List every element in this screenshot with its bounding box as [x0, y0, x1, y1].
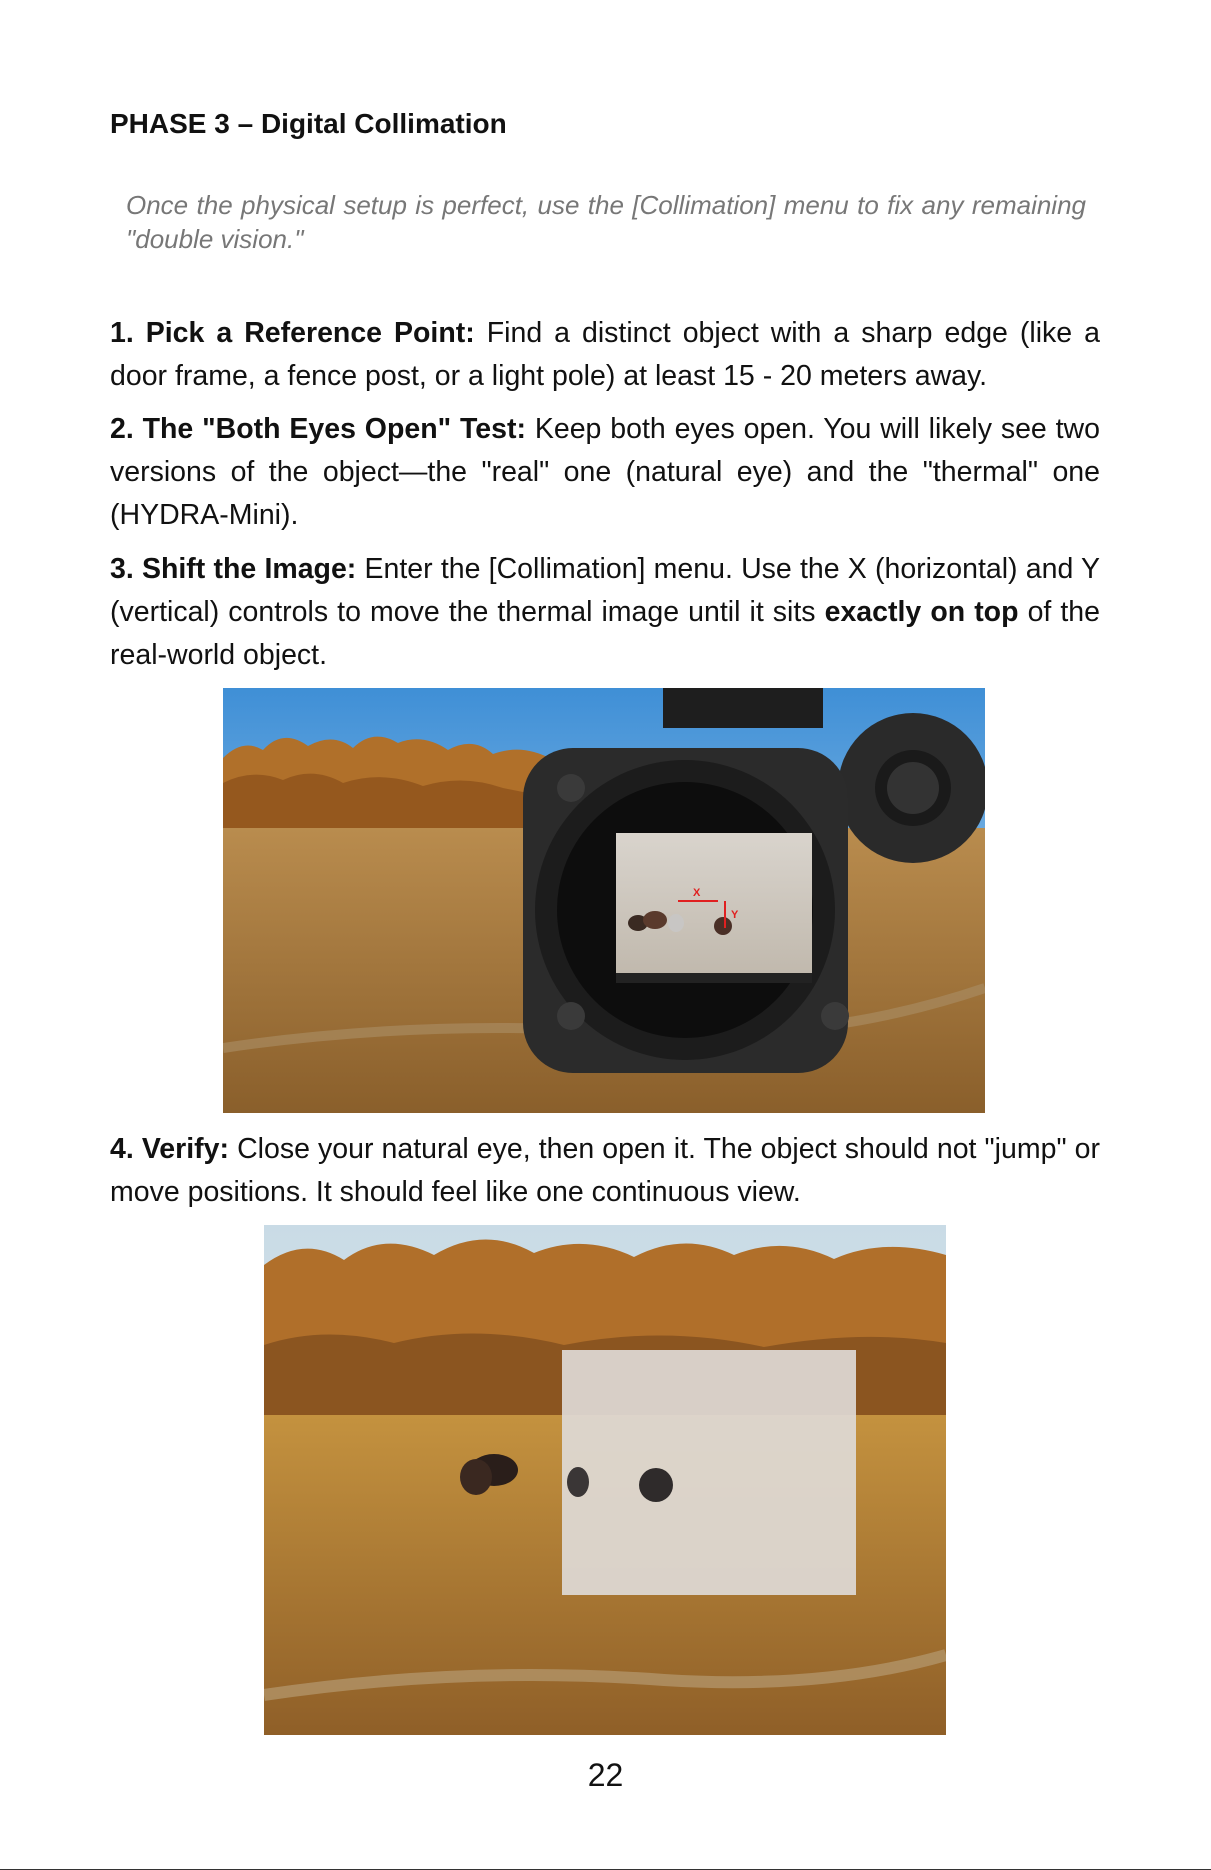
scope-collimation-figure [223, 688, 985, 1113]
section-heading: PHASE 3 – Digital Collimation [110, 108, 507, 139]
step-2-title: 2. The "Both Eyes Open" Test: [110, 413, 526, 445]
page-number: 22 [587, 1757, 624, 1793]
step-3 [110, 548, 1100, 677]
step-1-body: Find a distinct object with a sharp edge (like a door frame, a fence post, or a light pole) at least 15 - 20 meters away. [110, 317, 1100, 392]
intro-note: Once the physical setup is perfect, use the [Collimation] menu to fix any remaining "double vision." [126, 190, 1086, 254]
step-3-emphasis: exactly on top [824, 596, 1019, 628]
step-3-body-post: of the real-world object. [110, 596, 1101, 671]
y-axis-marker: Y [731, 909, 739, 921]
step-4-body: Close your natural eye, then open it. The object should not "jump" or move positions. It should feel like one continuous view. [110, 1133, 1100, 1208]
step-1 [110, 312, 1100, 398]
step-4 [110, 1128, 1100, 1214]
step-4-title: 4. Verify: [110, 1133, 229, 1165]
step-3-body-pre: Enter the [Collimation] menu. Use the X (horizontal) and Y (vertical) controls to move the thermal image until it sits [110, 553, 1100, 628]
step-2 [110, 408, 1100, 537]
step-2-body: Keep both eyes open. You will likely see two versions of the object—the "real" one (natural eye) and the "thermal" one (HYDRA-Mini). [110, 413, 1100, 531]
step-3-title: 3. Shift the Image: [110, 553, 357, 585]
overlay-verify-figure [264, 1225, 946, 1735]
step-1-title: 1. Pick a Reference Point: [110, 317, 475, 349]
x-axis-marker: X [693, 887, 701, 899]
